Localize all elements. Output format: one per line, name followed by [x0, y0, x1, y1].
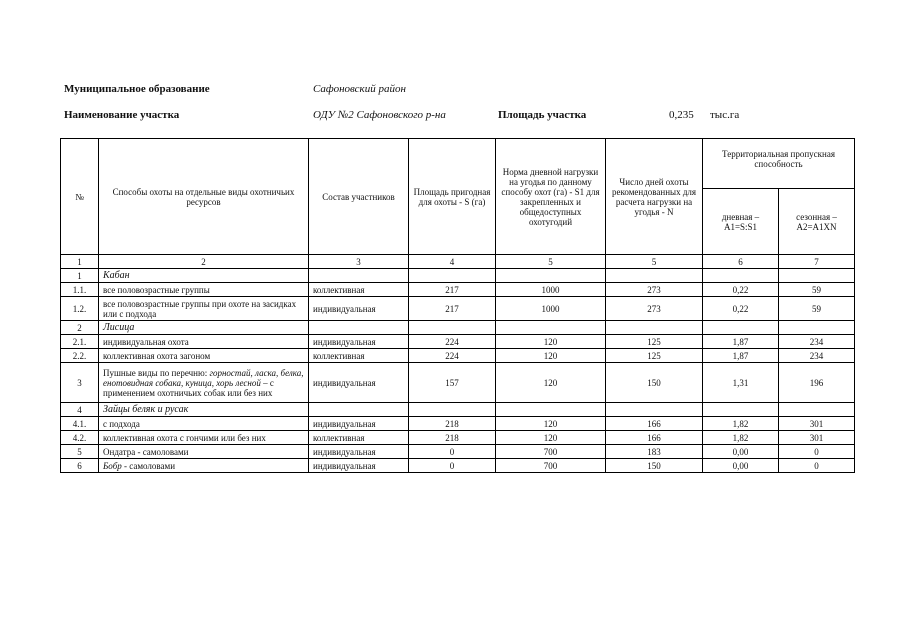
row-seasonal: 234 — [779, 335, 855, 349]
row-method: коллективная охота загоном — [99, 349, 309, 363]
row-participants: индивидуальная — [309, 417, 409, 431]
method-text: Пушные виды по перечню: — [103, 367, 210, 378]
row-method — [99, 459, 309, 473]
row-daily: 1,87 — [703, 335, 779, 349]
row-days: 273 — [606, 283, 703, 297]
row-method — [99, 363, 309, 403]
row-participants: коллективная — [309, 349, 409, 363]
row-num: 5 — [61, 445, 99, 459]
row-norm: 120 — [496, 417, 606, 431]
row-daily: 1,82 — [703, 431, 779, 445]
row-days: 273 — [606, 297, 703, 321]
row-method: коллективная охота с гончими или без них — [99, 431, 309, 445]
row-seasonal: 301 — [779, 431, 855, 445]
table-row — [61, 297, 855, 321]
row-daily — [703, 403, 779, 417]
area-unit: тыс.га — [710, 109, 740, 121]
row-seasonal: 0 — [779, 445, 855, 459]
row-norm: 120 — [496, 431, 606, 445]
row-num: 3 — [61, 363, 99, 403]
row-area: 224 — [409, 335, 496, 349]
row-area: 218 — [409, 431, 496, 445]
col-number: 5 — [606, 255, 703, 269]
row-seasonal — [779, 269, 855, 283]
row-norm: 120 — [496, 363, 606, 403]
row-days: 166 — [606, 431, 703, 445]
row-participants: индивидуальная — [309, 459, 409, 473]
row-method: Кабан — [99, 269, 309, 283]
row-participants: индивидуальная — [309, 363, 409, 403]
row-seasonal: 59 — [779, 297, 855, 321]
area-label: Площадь участка — [498, 109, 587, 121]
row-seasonal: 59 — [779, 283, 855, 297]
row-seasonal: 196 — [779, 363, 855, 403]
row-num: 4.1. — [61, 417, 99, 431]
row-seasonal — [779, 321, 855, 335]
table-row — [61, 335, 855, 349]
table-row — [61, 403, 855, 417]
row-norm: 1000 — [496, 297, 606, 321]
table-row — [61, 363, 855, 403]
row-daily: 0,00 — [703, 459, 779, 473]
row-daily — [703, 269, 779, 283]
row-daily: 0,22 — [703, 283, 779, 297]
row-participants — [309, 269, 409, 283]
table-row — [61, 283, 855, 297]
col-number: 5 — [496, 255, 606, 269]
row-method: все половозрастные группы при охоте на засидках или с подхода — [99, 297, 309, 321]
mo-label: Муниципальное образование — [64, 83, 210, 95]
row-daily: 0,22 — [703, 297, 779, 321]
row-area: 157 — [409, 363, 496, 403]
row-num: 2.2. — [61, 349, 99, 363]
row-area: 224 — [409, 349, 496, 363]
col-header-capacity: Территориальная пропускная способность — [703, 139, 855, 189]
row-norm: 700 — [496, 459, 606, 473]
col-header-area: Площадь пригодная для охоты - S (га) — [409, 139, 496, 255]
plot-label: Наименование участка — [64, 109, 180, 121]
row-method: Зайцы беляк и русак — [99, 403, 309, 417]
row-daily — [703, 321, 779, 335]
row-days: 125 — [606, 349, 703, 363]
row-area: 217 — [409, 297, 496, 321]
row-participants: коллективная — [309, 431, 409, 445]
col-number: 7 — [779, 255, 855, 269]
row-participants: индивидуальная — [309, 335, 409, 349]
row-seasonal: 234 — [779, 349, 855, 363]
table-row — [61, 269, 855, 283]
row-participants — [309, 321, 409, 335]
row-norm: 1000 — [496, 283, 606, 297]
col-number: 1 — [61, 255, 99, 269]
method-species: Бобр — [103, 460, 122, 471]
row-norm — [496, 403, 606, 417]
col-number: 6 — [703, 255, 779, 269]
table-row — [61, 431, 855, 445]
table-row — [61, 417, 855, 431]
row-days: 150 — [606, 459, 703, 473]
row-norm: 700 — [496, 445, 606, 459]
row-days — [606, 269, 703, 283]
table-row — [61, 349, 855, 363]
col-header-daily: дневная – A1=S:S1 — [703, 189, 779, 255]
row-seasonal: 301 — [779, 417, 855, 431]
row-area — [409, 321, 496, 335]
row-days: 150 — [606, 363, 703, 403]
col-number: 2 — [99, 255, 309, 269]
method-text: – с применением охотничьих собак или без них — [103, 377, 274, 398]
col-header-seasonal: сезонная – A2=A1XN — [779, 189, 855, 255]
row-norm: 120 — [496, 349, 606, 363]
row-num: 1 — [61, 269, 99, 283]
row-num: 2 — [61, 321, 99, 335]
row-num: 4.2. — [61, 431, 99, 445]
row-days: 166 — [606, 417, 703, 431]
row-method: Лисица — [99, 321, 309, 335]
row-area: 218 — [409, 417, 496, 431]
row-num: 2.1. — [61, 335, 99, 349]
row-days: 125 — [606, 335, 703, 349]
row-participants: коллективная — [309, 283, 409, 297]
row-num: 1.2. — [61, 297, 99, 321]
row-norm: 120 — [496, 335, 606, 349]
method-species: горностай, ласка, белка, енотовидная собака, куница, хорь лесной — [103, 367, 304, 388]
method-text: - самоловами — [121, 460, 176, 471]
row-participants: индивидуальная — [309, 445, 409, 459]
row-daily: 1,82 — [703, 417, 779, 431]
row-area: 0 — [409, 459, 496, 473]
col-number: 4 — [409, 255, 496, 269]
col-header-num: № — [61, 139, 99, 255]
col-header-norm: Норма дневной нагрузки на угодья по данному способу охот (га) - S1 для закрепленных и общедоступных охотугодий — [496, 139, 606, 255]
row-area — [409, 269, 496, 283]
table-row — [61, 445, 855, 459]
mo-value: Сафоновский район — [313, 83, 406, 95]
row-area: 217 — [409, 283, 496, 297]
row-area — [409, 403, 496, 417]
row-area: 0 — [409, 445, 496, 459]
row-method: Ондатра - самоловами — [99, 445, 309, 459]
col-header-participants: Состав участников — [309, 139, 409, 255]
row-method: с подхода — [99, 417, 309, 431]
plot-value: ОДУ №2 Сафоновского р-на — [313, 109, 446, 121]
col-header-days: Число дней охоты рекомендованных для расчета нагрузки на угодья - N — [606, 139, 703, 255]
row-seasonal: 0 — [779, 459, 855, 473]
row-norm — [496, 269, 606, 283]
row-daily: 1,31 — [703, 363, 779, 403]
row-norm — [496, 321, 606, 335]
row-num: 4 — [61, 403, 99, 417]
table-row — [61, 321, 855, 335]
row-method: все половозрастные группы — [99, 283, 309, 297]
row-days — [606, 403, 703, 417]
capacity-table — [60, 138, 855, 473]
row-daily: 0,00 — [703, 445, 779, 459]
row-num: 6 — [61, 459, 99, 473]
row-days: 183 — [606, 445, 703, 459]
row-days — [606, 321, 703, 335]
row-method: индивидуальная охота — [99, 335, 309, 349]
col-header-method: Способы охоты на отдельные виды охотничьих ресурсов — [99, 139, 309, 255]
area-value: 0,235 — [669, 109, 694, 121]
row-participants — [309, 403, 409, 417]
row-participants: индивидуальная — [309, 297, 409, 321]
table-row — [61, 459, 855, 473]
row-seasonal — [779, 403, 855, 417]
row-num: 1.1. — [61, 283, 99, 297]
col-number: 3 — [309, 255, 409, 269]
row-daily: 1,87 — [703, 349, 779, 363]
